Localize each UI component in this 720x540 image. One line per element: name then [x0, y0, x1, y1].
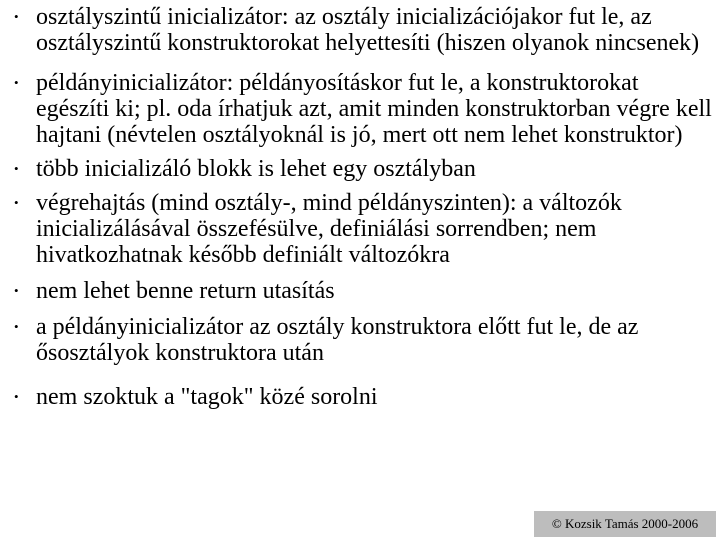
list-item: [0, 384, 712, 410]
copyright-notice: © Kozsik Tamás 2000-2006: [534, 511, 716, 537]
list-item: [0, 278, 712, 304]
list-item: [0, 314, 712, 366]
list-item: [0, 190, 712, 268]
bullet-icon: •: [14, 283, 19, 298]
list-item-text: példányinicializátor: példányosításkor fut le, a konstruktorokat egészíti ki; pl. oda írhatjuk azt, amit minden konstruktorban végre kell hajtani (névtelen osztályoknál is jó, mert ott nem lehet konstruktor): [36, 70, 712, 148]
list-item-text: a példányinicializátor az osztály konstruktora előtt fut le, de az ősosztályok konstruktora után: [36, 314, 639, 366]
bullet-icon: •: [14, 75, 19, 90]
bullet-list: [0, 4, 712, 410]
list-item: [0, 156, 712, 182]
list-item-text: több inicializáló blokk is lehet egy osztályban: [36, 156, 476, 182]
list-item-text: nem lehet benne return utasítás: [36, 278, 335, 304]
bullet-icon: •: [14, 9, 19, 24]
list-item-text: osztályszintű inicializátor: az osztály inicializációjakor fut le, az osztályszintű konstruktorokat helyettesíti (hiszen olyanok nincsenek): [36, 4, 700, 56]
list-item: [0, 70, 712, 148]
list-item-text: nem szoktuk a "tagok" közé sorolni: [36, 384, 378, 410]
bullet-icon: •: [14, 161, 19, 176]
bullet-icon: •: [14, 319, 19, 334]
bullet-icon: •: [14, 195, 19, 210]
list-item: [0, 4, 712, 56]
list-item-text: végrehajtás (mind osztály-, mind példányszinten): a változók inicializálásával összefésülve, definiálási sorrendben; nem hivatkozhatnak később definiált változókra: [36, 190, 622, 268]
bullet-icon: •: [14, 389, 19, 404]
